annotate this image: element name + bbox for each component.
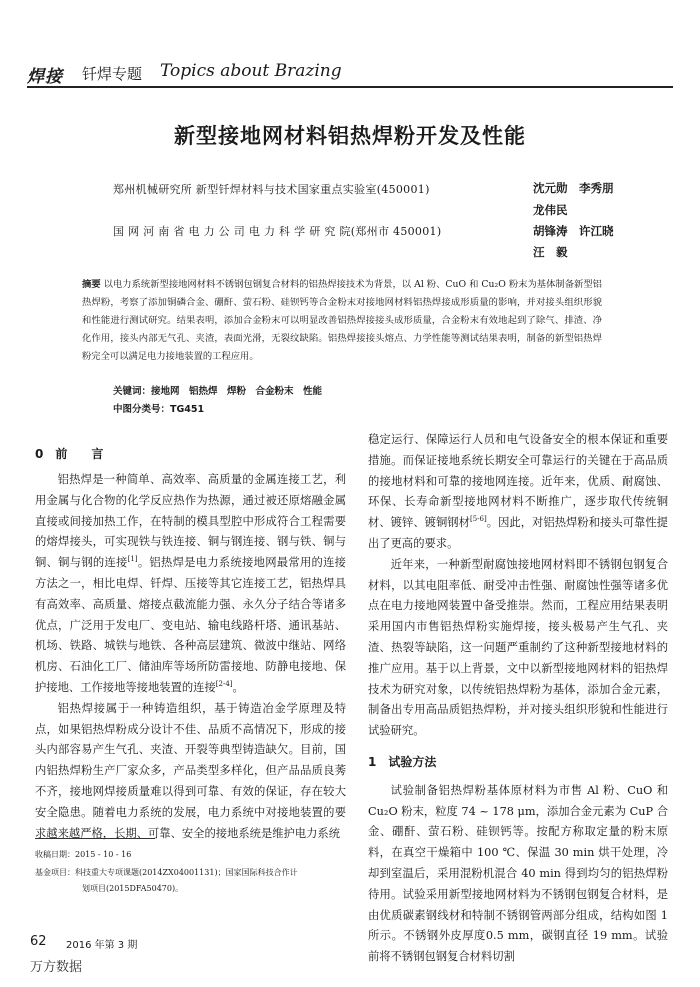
section-heading-0: 0 前 言 [35, 447, 104, 461]
keywords [113, 383, 322, 397]
column-title: 钎焊专题 [82, 65, 143, 83]
footnote-fund-2: 划项目(2015DFA50470)。 [82, 884, 184, 893]
paragraph-1-text-b: 。铝热焊是电力系统接地网最常用的连接方法之一，相比电焊、钎焊、压接等其它连接工艺，铝热焊具有高效率、高质量、熔接点截流能力强、永久分子结合等诸多优点，广泛用于发电厂、变电站、输电线路杆塔、通讯基站、机场、铁路、城铁与地铁、各种高层建筑、微波中继站、网络机房、石油化工厂、储油库等场所防雷接地、防静电接地、保护接地、工作接地等接地装置的连接 [35, 556, 346, 694]
column-title-english: Topics about Brazing [160, 61, 342, 81]
paragraph-3-text-b: 。因此，对铝热焊粉和接头可靠性提出了更高的要求。 [368, 516, 668, 550]
citation-2: [2-4] [215, 680, 233, 689]
authors-line-3: 胡锋涛 许江晓 [533, 224, 614, 238]
section-heading-1: 1 试验方法 [368, 754, 437, 769]
abstract-text: 以电力系统新型接地网材料不锈钢包钢复合材料的铝热焊接技术为背景，以 Al 粉、CuO 和 Cu₂O 粉末为基体制备新型铝热焊粉，考察了添加铜磷合金、硼酐、萤石粉、硅钡钙等合金粉末对接地网材料铝热焊接成形质量的影响，并对接头组织形貌和性能进行测试研究。结果表明，添加合金粉末可以明显改善铝热焊接接头成形质量，合金粉末有效地起到了除气、排渣、净化作用，接头内部无气孔、夹渣，表面光滑，无裂纹缺陷。铝热焊接接头熔点、力学性能等测试结果表明，制备的新型铝热焊粉完全可以满足电力接地装置的工程应用。 [82, 279, 602, 362]
abstract-label: 摘要 [82, 279, 101, 290]
affiliation-2: 国 网 河 南 省 电 力 公 司 电 力 科 学 研 究 院(郑州市 450001) [113, 225, 442, 238]
paragraph-3 [368, 430, 668, 555]
clc-text: TG451 [170, 404, 205, 415]
paragraph-3-text-a: 稳定运行、保障运行人员和电气设备安全的根本保证和重要措施。而保证接地系统长期安全可靠运行的关键在于高品质的接地材料和可靠的接地网连接。近年来，优质、耐腐蚀、环保、长寿命新型接地网材料不断推广，逐步取代传统铜材、镀锌、镀铜钢材 [368, 433, 668, 530]
clc-number [113, 401, 204, 415]
authors-line-1: 沈元勋 李秀朋 [533, 181, 614, 195]
citation-1: [1] [127, 555, 138, 564]
abstract [82, 276, 602, 366]
journal-logo: 焊接 [27, 67, 63, 87]
keywords-text: 接地网 铝热焊 焊粉 合金粉末 性能 [151, 386, 323, 397]
paragraph-1-text-a: 铝热焊是一种简单、高效率、高质量的金属连接工艺，利用金属与化合物的化学反应热作为热源，通过被还原熔融金属直接或间接加热工作，在特制的模具型腔中形成符合工程需要的熔焊接头，可实现铁与铁连接、铜与钢连接、钢与铁、铜与铜、铜与钢的连接 [35, 473, 346, 570]
keywords-label: 关键词： [113, 386, 152, 397]
paper-title: 新型接地网材料铝热焊粉开发及性能 [174, 124, 526, 148]
paragraph-5: 试验制备铝热焊粉基体原材料为市售 Al 粉、CuO 和 Cu₂O 粉末，粒度 74 ~ 178 μm，添加合金元素为 CuP 合金、硼酐、萤石粉、硅钡钙等。按配方称取定量的粉末原料，在真空干燥箱中 100 ℃、保温 30 min 烘干处理，冷却到室温后，采用混粉机混合 40 min 得到均匀的铝热焊粉待用。试验采用新型接地网材料为不锈钢包钢复合材料，是由优质碳素钢线材和特制不锈钢管两部分组成，结构如图 1 所示。不锈钢外皮厚度0.5 mm，碳钢直径 19 mm。试验前将不锈钢包钢复合材料切割 [368, 783, 668, 964]
footnote-fund-1: 基金项目：科技重大专项课题(2014ZX04001131)；国家国际科技合作计 [35, 868, 298, 877]
clc-label: 中图分类号： [113, 404, 171, 415]
authors-line-2: 龙伟民 [533, 203, 568, 217]
footnote-divider [35, 838, 155, 839]
authors-line-4: 汪 毅 [533, 245, 568, 259]
left-column [35, 470, 346, 844]
paragraph-2: 铝热焊接属于一种铸造组织，基于铸造冶金学原理及特点，如果铝热焊粉成分设计不佳、品质不高情况下，形成的接头内部容易产生气孔、夹渣、开裂等典型铸造缺欠。目前，国内铝热焊粉生产厂家众多，产品类型多样化，但产品品质良莠不齐，接地网焊接质量难以得到可靠、有效的保证，存在较大安全隐患。随着电力系统的发展，电力系统中对接地装置的要求越来越严格，长期、可靠、安全的接地系统是维护电力系统 [35, 701, 346, 840]
footnote-received: 收稿日期：2015 - 10 - 16 [35, 850, 132, 859]
watermark: 万方数据 [30, 960, 83, 975]
paragraph-1-text-c: 。 [232, 680, 244, 694]
right-column [368, 430, 668, 968]
page-number: 62 [30, 934, 47, 949]
paragraph-1 [35, 470, 346, 699]
issue-label: 2016 年第 3 期 [66, 940, 138, 951]
paragraph-4: 近年来，一种新型耐腐蚀接地网材料即不锈钢包钢复合材料，以其电阻率低、耐受冲击性强、耐腐蚀性强等诸多优点在电力接地网装置中备受推崇。然而，工程应用结果表明采用国内市售铝热焊粉实施焊接，接头极易产生气孔、夹渣、热裂等缺陷，这一问题严重制约了这种新型接地材料的推广应用。基于以上背景，文中以新型接地网材料的铝热焊技术为研究对象，以传统铝热焊粉为基体，添加合金元素，制备出专用高品质铝热焊粉，并对接头组织形貌和性能进行试验研究。 [368, 557, 668, 738]
citation-3: [5-6] [469, 515, 487, 524]
header-divider [27, 86, 673, 88]
affiliation-1: 郑州机械研究所 新型钎焊材料与技术国家重点实验室(450001) [113, 183, 430, 196]
